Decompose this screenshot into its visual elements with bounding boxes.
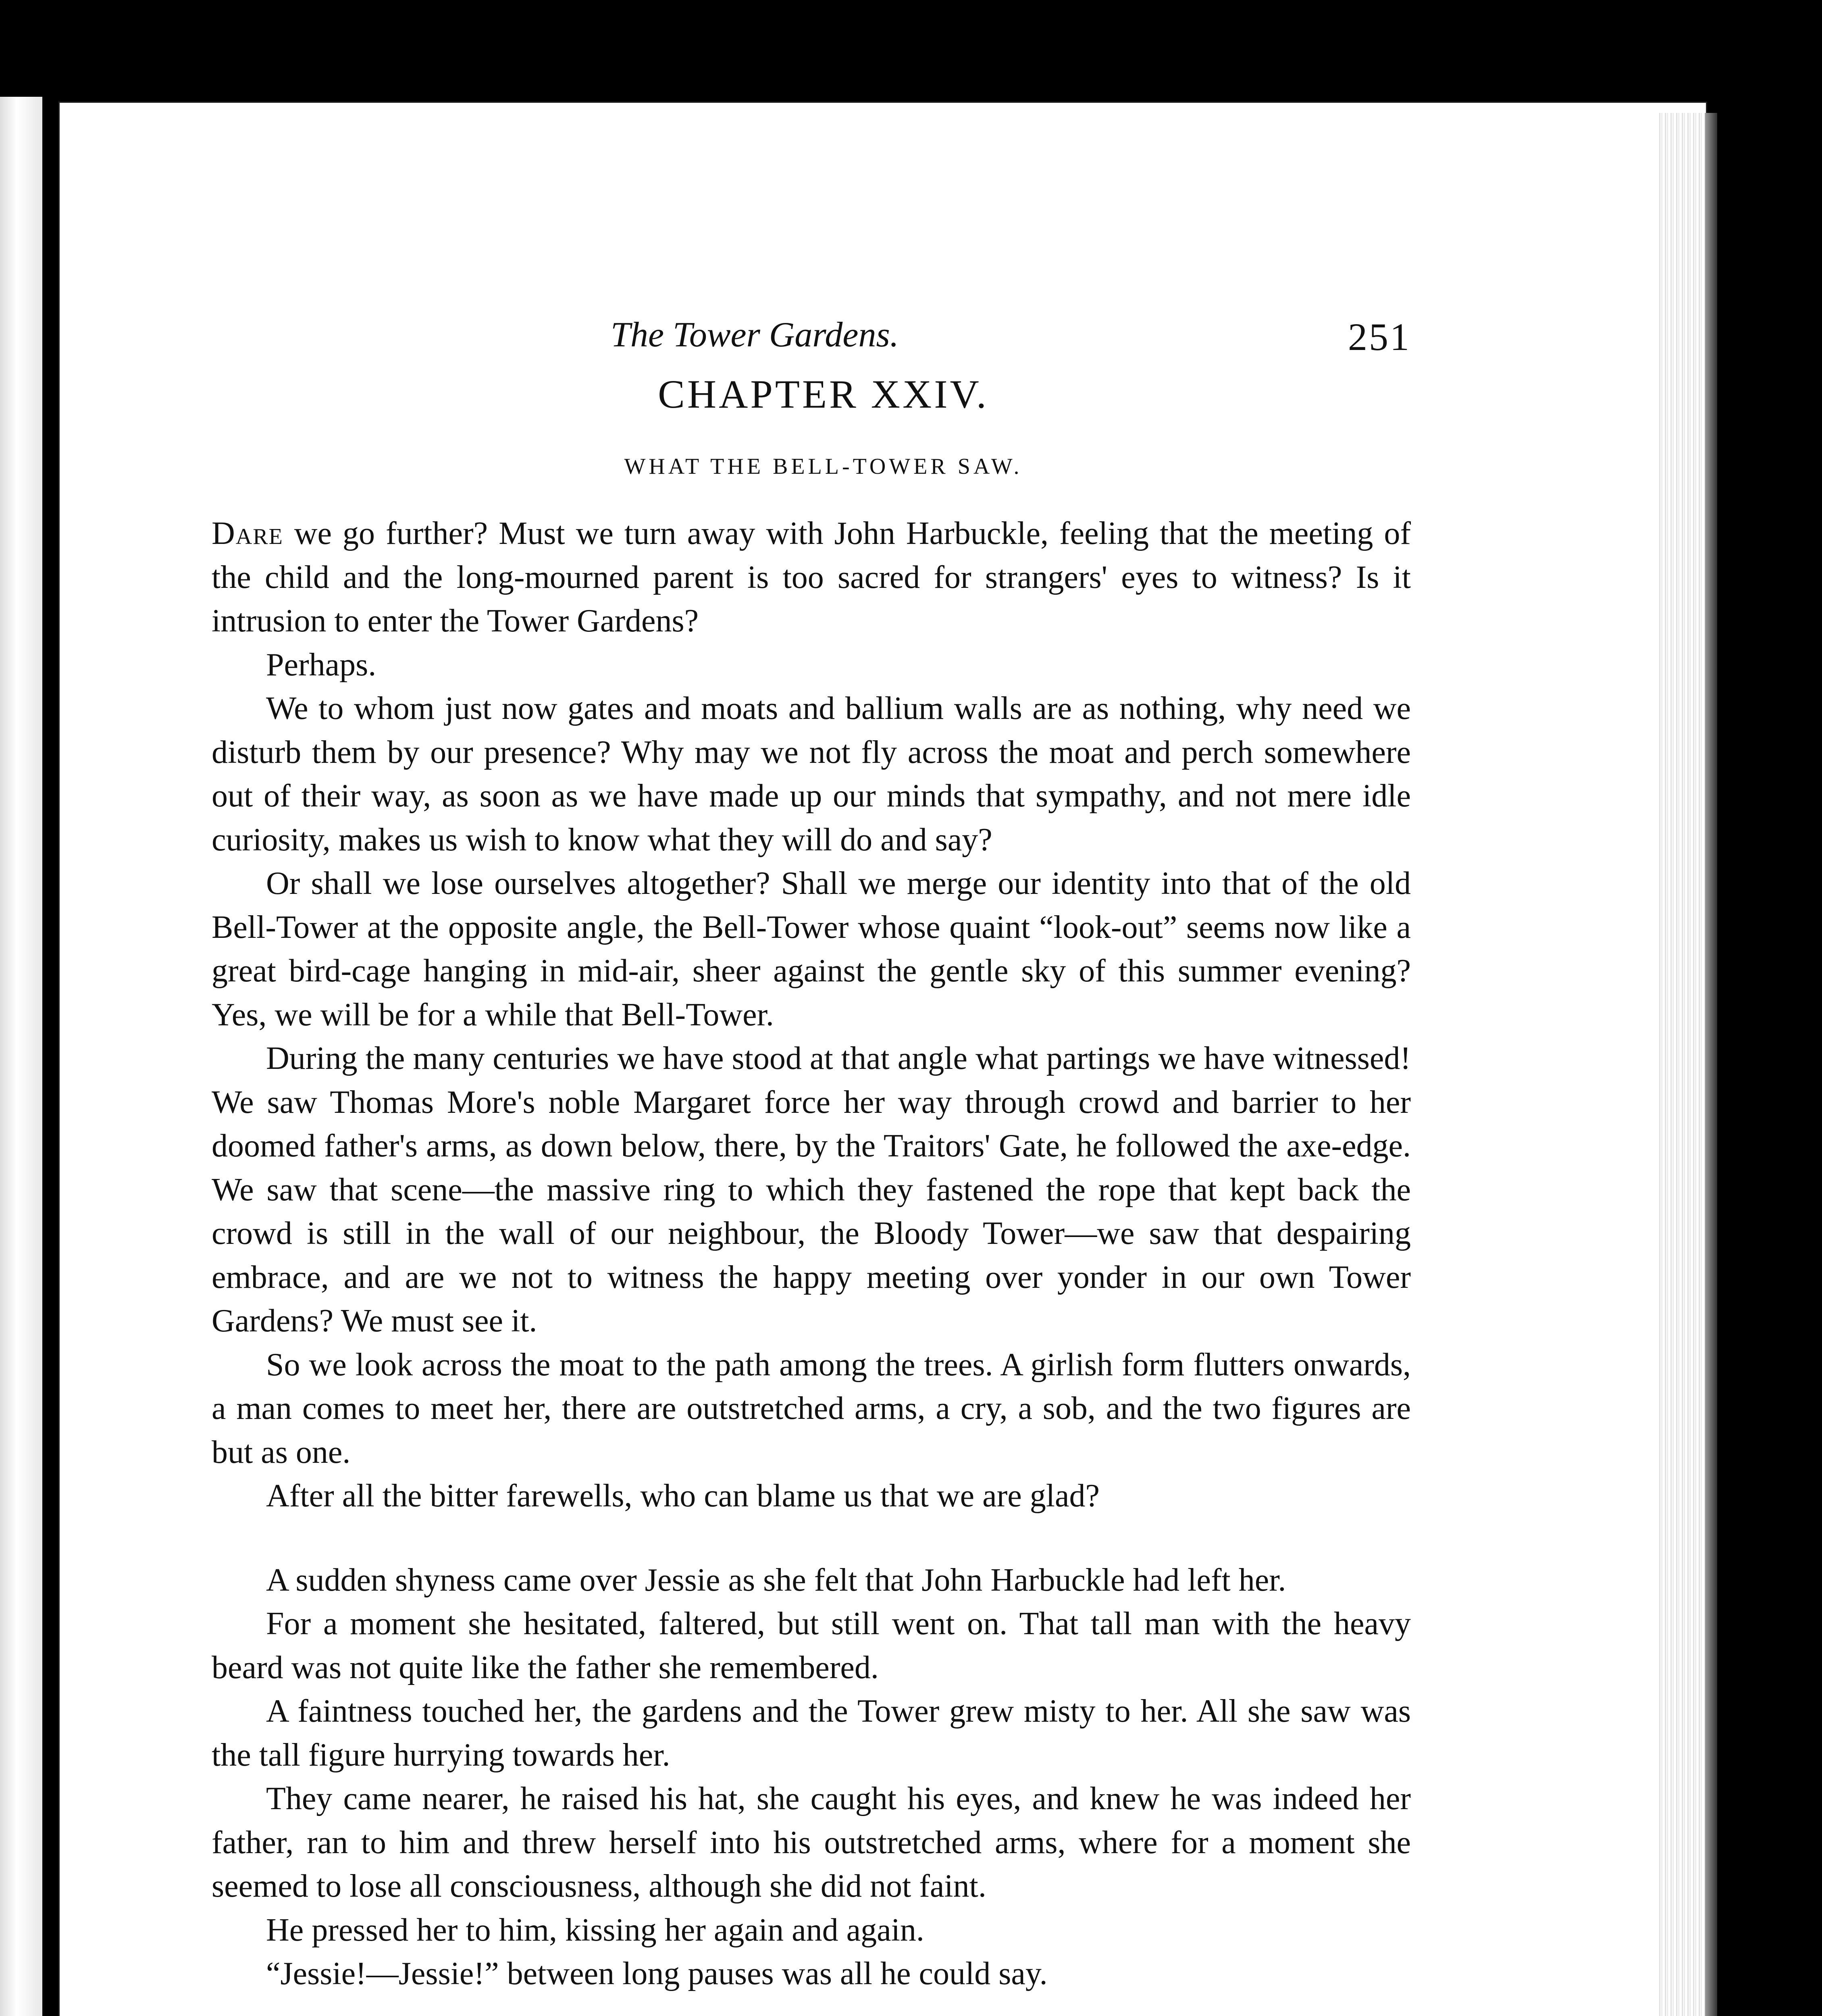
paragraph: “Jessie!—Jessie!” between long pauses was all he could say.: [266, 1956, 1048, 1991]
paragraph: So we look across the moat to the path among the trees. A girlish form flutters onwards, a man comes to meet her, there are outstretched arms, a cry, a sob, and the two figures are but as one.: [212, 1347, 1411, 1470]
paragraph: After all the bitter farewells, who can blame us that we are glad?: [266, 1478, 1100, 1514]
page-stack-edge: [1657, 113, 1705, 2016]
running-head: [212, 310, 1411, 359]
paragraph: A faintness touched her, the gardens and the Tower grew misty to her. All she saw was the tall figure hurrying towards her.: [212, 1693, 1411, 1773]
paragraph: Or shall we lose ourselves altogether? Shall we merge our identity into that of the old Bell-Tower at the opposite angle, the Bell-Tower whose quaint “look-out” seems now like a great bird-cage hanging in mid-air, sheer against the gentle sky of this summer evening? Yes, we will be for a while that Bell-Tower.: [212, 866, 1411, 1033]
paragraph: During the many centuries we have stood at that angle what partings we have witnessed! We saw Thomas More's noble Margaret force her way through crowd and barrier to her doomed father's arms, as down below, there, by the Traitors' Gate, he followed the axe-edge. We saw that scene—the massive ring to which they fastened the rope that kept back the crowd is still in the wall of our neighbour, the Bloody Tower—we saw that despairing embrace, and are we not to witness the happy meeting over yonder in our own Tower Gardens? We must see it.: [212, 1041, 1411, 1339]
page-text-block: [212, 310, 1411, 1996]
paragraph: We to whom just now gates and moats and ballium walls are as nothing, why need we disturb them by our presence? Why may we not fly across the moat and perch somewhere out of their way, as soon as we have made up our minds that sympathy, and not mere idle curiosity, makes us wish to know what they will do and say?: [212, 691, 1411, 858]
paragraph: For a moment she hesitated, faltered, but still went on. That tall man with the heavy beard was not quite like the father she remembered.: [212, 1606, 1411, 1685]
page-number: 251: [1348, 315, 1411, 358]
book-spine-shadow: [1705, 113, 1717, 2016]
opening-word: Dare: [212, 516, 283, 551]
body-text: [212, 512, 1411, 1996]
paragraph: Dare we go further? Must we turn away with John Harbuckle, feeling that the meeting of the child and the long-mourned parent is too sacred for strangers' eyes to witness? Is it intrusion to enter the Tower Gardens?: [212, 516, 1411, 639]
paragraph: He pressed her to him, kissing her again and again.: [266, 1912, 924, 1948]
chapter-title: CHAPTER XXIV.: [658, 372, 989, 417]
paragraph: They came nearer, he raised his hat, she caught his eyes, and knew he was indeed her father, ran to him and threw herself into his outstretched arms, where for a moment she seemed to lose all consciousness, although she did not faint.: [212, 1781, 1411, 1904]
chapter-subtitle: WHAT THE BELL-TOWER SAW.: [624, 454, 1023, 479]
section-break: [212, 1518, 1411, 1558]
facing-page-edge: [0, 97, 42, 2016]
running-title: The Tower Gardens.: [611, 315, 899, 354]
paragraph: A sudden shyness came over Jessie as she felt that John Harbuckle had left her.: [266, 1562, 1286, 1598]
paragraph: Perhaps.: [266, 647, 376, 683]
